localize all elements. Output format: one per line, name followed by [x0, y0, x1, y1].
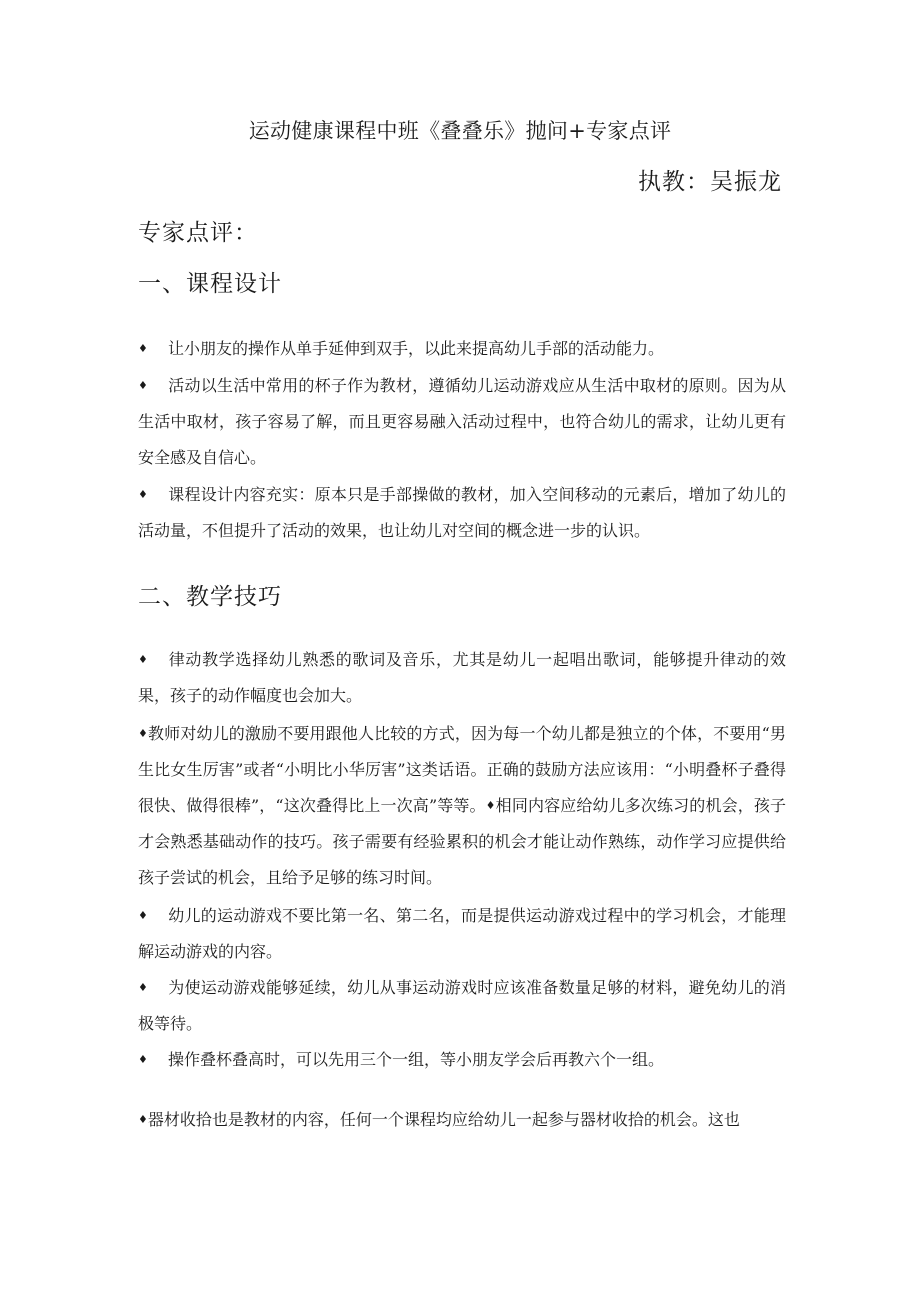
diamond-bullet-icon: ♦: [485, 799, 496, 812]
diamond-bullet-icon: ♦: [138, 1113, 148, 1126]
paragraph-text: 教师对幼儿的激励不要用跟他人比较的方式，因为每一个幼儿都是独立的个体，不要用“男生比女生厉害”或者“小明比小华厉害”这类话语。正确的鼓励方法应该用：“小明叠杯子叠得很快、做得很棒”，“这次叠得比上一次高”等等。: [138, 724, 786, 815]
paragraph-text: 活动以生活中常用的杯子作为教材，遵循幼儿运动游戏应从生活中取材的原则。因为从生活中取材，孩子容易了解，而且更容易融入活动过程中，也符合幼儿的需求，让幼儿更有安全感及自信心。: [138, 376, 786, 467]
diamond-bullet-icon: ♦: [138, 488, 148, 501]
paragraph-text: 让小朋友的操作从单手延伸到双手，以此来提高幼儿手部的活动能力。: [168, 339, 665, 358]
diamond-bullet-icon: ♦: [138, 727, 148, 740]
paragraph: [138, 716, 786, 896]
paragraph-text: 为使运动游戏能够延续，幼儿从事运动游戏时应该准备数量足够的材料，避免幼儿的消极等待。: [138, 978, 786, 1033]
paragraph: [138, 898, 786, 970]
paragraph: [138, 368, 786, 476]
diamond-bullet-icon: ♦: [138, 653, 148, 666]
diamond-bullet-icon: ♦: [138, 342, 148, 355]
author-line: 执教：吴振龙: [638, 169, 782, 195]
diamond-bullet-icon: ♦: [138, 909, 148, 922]
section-heading-course-design: 一、课程设计: [138, 271, 282, 297]
diamond-bullet-icon: ♦: [138, 981, 148, 994]
paragraph-text: 相同内容应给幼儿多次练习的机会，孩子才会熟悉基础动作的技巧。孩子需要有经验累积的机会才能让动作熟练，动作学习应提供给孩子尝试的机会，且给予足够的练习时间。: [138, 796, 786, 887]
paragraph-text: 幼儿的运动游戏不要比第一名、第二名，而是提供运动游戏过程中的学习机会，才能理解运动游戏的内容。: [138, 906, 786, 961]
paragraph: [138, 642, 786, 714]
diamond-bullet-icon: ♦: [138, 379, 148, 392]
paragraph: [138, 1102, 786, 1138]
paragraph-text: 课程设计内容充实：原本只是手部操做的教材，加入空间移动的元素后，增加了幼儿的活动量，不但提升了活动的效果，也让幼儿对空间的概念进一步的认识。: [138, 485, 786, 540]
paragraph: [138, 970, 786, 1042]
diamond-bullet-icon: ♦: [138, 1053, 148, 1066]
paragraph-text: 律动教学选择幼儿熟悉的歌词及音乐，尤其是幼儿一起唱出歌词，能够提升律动的效果，孩子的动作幅度也会加大。: [138, 650, 786, 705]
section-heading-teaching-skills: 二、教学技巧: [138, 584, 282, 610]
document-title: 运动健康课程中班《叠叠乐》抛问+专家点评: [248, 119, 672, 143]
paragraph-text: 器材收拾也是教材的内容，任何一个课程均应给幼儿一起参与器材收拾的机会。这也: [147, 1110, 740, 1129]
paragraph: [138, 1042, 786, 1078]
expert-review-label: 专家点评：: [138, 220, 258, 246]
paragraph: [138, 477, 786, 549]
paragraph: [138, 331, 786, 367]
paragraph-text: 操作叠杯叠高时，可以先用三个一组，等小朋友学会后再教六个一组。: [168, 1050, 665, 1069]
